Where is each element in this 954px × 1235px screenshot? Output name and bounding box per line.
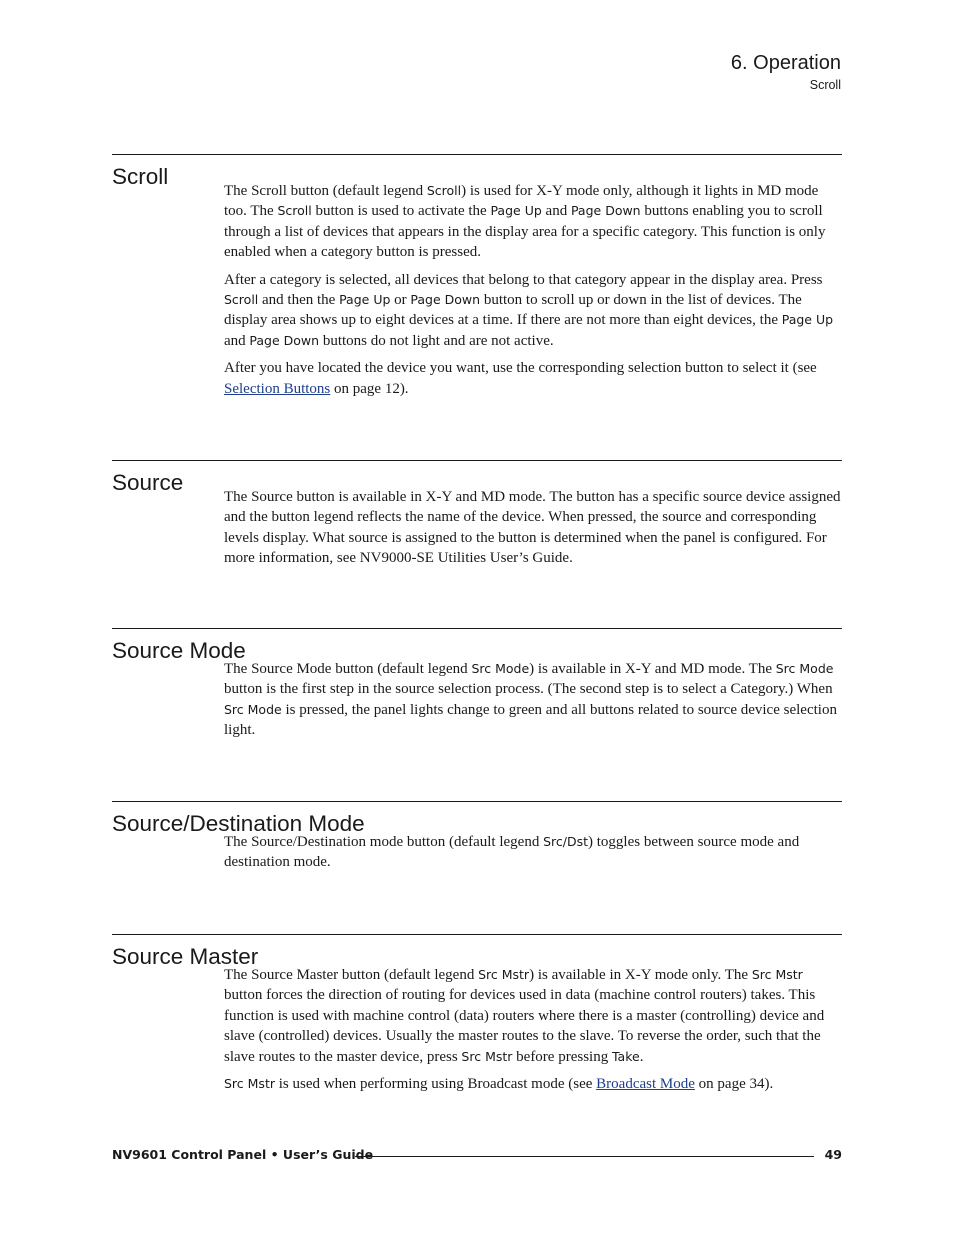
text: The Scroll button (default legend <box>224 183 427 199</box>
button-legend: Src Mode <box>775 661 834 676</box>
text: and <box>541 203 571 220</box>
button-legend: Take <box>611 1048 640 1064</box>
text: ) is available in X-Y mode only. The <box>529 967 752 983</box>
text: on page 34). <box>694 1076 774 1093</box>
text: button to scroll up or down in the list of devices. The display area shows up to eight devices at a time. If there are not more than eight devices, the <box>224 292 802 329</box>
section-body <box>224 181 842 399</box>
button-legend: Src Mode <box>224 701 282 717</box>
chapter-title: 6. Operation <box>730 52 841 74</box>
section-heading: Source Master <box>112 944 259 969</box>
button-legend: Scroll <box>224 292 259 308</box>
text: ) is available in X-Y and MD mode. The <box>529 661 776 677</box>
paragraph <box>224 270 842 352</box>
text: buttons enabling you to scroll through a list of devices that appears in the display area for a specific category. This function is only enabled when a category button is pressed. <box>224 203 826 261</box>
section-source-mode <box>112 628 842 748</box>
text: . <box>639 1048 644 1065</box>
paragraph <box>224 181 842 263</box>
paragraph <box>224 832 842 873</box>
text: ) is used for X-Y mode only, although it lights in MD mode too. The <box>224 183 819 220</box>
text: is used when performing using Broadcast mode (see <box>274 1076 597 1093</box>
button-legend: Page Up <box>339 292 391 308</box>
button-legend: Src Mode <box>471 661 530 676</box>
paragraph: The Source button is available in X-Y and MD mode. The button has a specific source device assigned and the button legend reflects the name of the device. When pressed, the source and corresponding levels display. What source is assigned to the button is determined when the panel is configured. For more information, see NV9000-SE Utilities User’s Guide. <box>224 489 841 567</box>
section-body <box>224 487 842 569</box>
section-source-master <box>112 934 842 1101</box>
text: buttons do not light and are not active. <box>319 332 554 349</box>
footer-rule <box>355 1156 814 1157</box>
section-body <box>224 965 842 1094</box>
button-legend: Page Up <box>490 203 542 219</box>
text: and then the <box>258 292 340 309</box>
section-heading: Source <box>112 470 184 495</box>
button-legend: Scroll <box>426 183 462 198</box>
text: button is used to activate the <box>311 203 491 220</box>
document-title: NV9601 Control Panel • User’s Guide <box>112 1147 374 1162</box>
paragraph <box>224 1074 842 1094</box>
text: The Source Mode button (default legend <box>224 661 472 677</box>
text: After you have located the device you want, use the corresponding selection button to select it (see <box>224 360 817 377</box>
button-legend: Page Down <box>249 332 320 348</box>
button-legend: Src/Dst <box>543 834 589 849</box>
paragraph <box>224 965 842 1067</box>
button-legend: Src Mstr <box>478 967 530 982</box>
button-legend: Page Up <box>781 312 834 328</box>
paragraph <box>224 659 842 741</box>
button-legend: Page Down <box>570 203 641 219</box>
section-source-destination-mode <box>112 801 842 880</box>
text: ) toggles between source mode and destination mode. <box>224 834 800 871</box>
text: is pressed, the panel lights change to green and all buttons related to source device selection light. <box>224 701 837 739</box>
text: before pressing <box>512 1048 612 1065</box>
button-legend: Src Mstr <box>461 1048 513 1064</box>
section-heading: Scroll <box>112 164 169 189</box>
running-header <box>731 50 841 94</box>
button-legend: Src Mstr <box>224 1076 275 1092</box>
text: After a category is selected, all devices that belong to that category appear in the display area. Press <box>224 271 823 288</box>
page-footer <box>112 1146 842 1166</box>
button-legend: Scroll <box>277 203 312 219</box>
text: button is the first step in the source selection process. (The second step is to select a Category.) When <box>224 681 833 698</box>
text: or <box>390 292 411 309</box>
section-body <box>224 659 842 741</box>
text: button forces the direction of routing for devices used in data (machine control routers) takes. This function is used with machine control (data) routers where there is a master (controlling) device and slave (controlled) devices. Usually the master routes to the slave. To reverse the order, such that the slave routes to the master device, press <box>224 987 825 1065</box>
page-number: 49 <box>824 1147 842 1162</box>
section-source <box>112 460 842 576</box>
section-body <box>224 832 842 873</box>
paragraph <box>224 358 842 399</box>
section-heading: Source Mode <box>112 638 246 663</box>
section-scroll <box>112 154 842 406</box>
button-legend: Src Mstr <box>751 967 803 982</box>
text: The Source/Destination mode button (default legend <box>224 834 544 850</box>
button-legend: Page Down <box>410 292 481 308</box>
text: The Source Master button (default legend <box>224 967 479 983</box>
selection-buttons-link[interactable]: Selection Buttons <box>224 380 331 397</box>
section-heading: Source/Destination Mode <box>112 811 365 836</box>
section-subtopic: Scroll <box>809 78 841 92</box>
broadcast-mode-link[interactable]: Broadcast Mode <box>596 1076 695 1093</box>
text: on page 12). <box>330 380 409 397</box>
text: and <box>224 332 250 349</box>
